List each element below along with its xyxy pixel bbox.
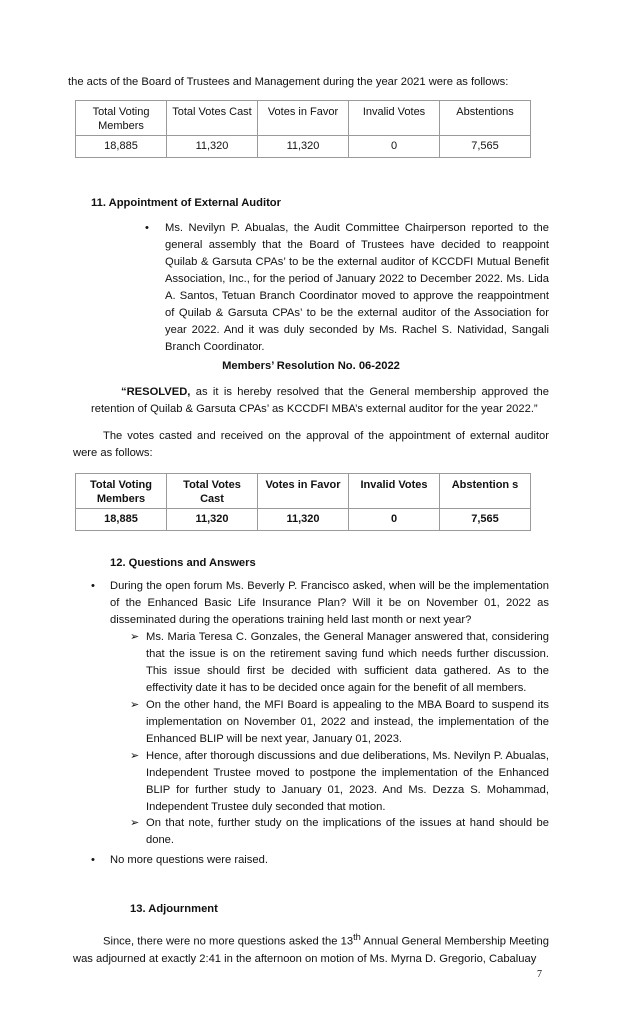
page-number: 7	[537, 969, 542, 980]
adjournment-text-end: Annual General Membership Meeting was adjourned at exactly 2:41 in the afternoon on motion of Ms. Myrna D. Gregorio, Cabaluay	[73, 935, 549, 965]
cell-total-votes-cast: 11,320	[167, 136, 258, 158]
adjournment-text-start: Since, there were no more questions asked the 13	[103, 935, 354, 948]
answer-paragraph: On the other hand, the MFI Board is appealing to the MBA Board to suspend its implementation on November 01, 2022 and instead, the implementation of the Enhanced BLIP will be next year, January 01, 2023.	[146, 699, 549, 745]
bullet: •	[145, 222, 149, 234]
ordinal-suffix: th	[353, 932, 361, 942]
table-row	[76, 136, 531, 158]
arrow-bullet-icon: ➢	[130, 699, 140, 711]
cell-votes-in-favor: 11,320	[258, 136, 349, 158]
header-invalid-votes: Invalid Votes	[349, 474, 440, 509]
header-total-voting-members: Total Voting Members	[76, 101, 167, 136]
answer-paragraph: On that note, further study on the implications of the issues at hand should be done.	[146, 817, 549, 846]
resolution-text: as it is hereby resolved that the General membership approved the retention of Quilab & Garsuta CPAs’ as KCCDFI MBA’s external auditor for the year 2022.”	[91, 386, 549, 415]
bullet: •	[91, 580, 95, 592]
answer-paragraph: Ms. Maria Teresa C. Gonzales, the General Manager answered that, considering that the issue is on the retirement saving fund which needs further discussion. This issue should first be decided with sufficient data gathered. As to the effectivity date it has to be decided once again for the benefit of all members.	[146, 631, 549, 694]
arrow-bullet-icon: ➢	[130, 750, 140, 762]
arrow-bullet-icon: ➢	[130, 817, 140, 829]
header-votes-in-favor: Votes in Favor	[258, 474, 349, 509]
votes-paragraph: The votes casted and received on the approval of the appointment of external auditor were as follows:	[73, 430, 549, 459]
bullet: •	[91, 854, 95, 866]
header-votes-in-favor: Votes in Favor	[258, 101, 349, 136]
votes-table-auditor	[75, 473, 531, 531]
section-11-paragraph: Ms. Nevilyn P. Abualas, the Audit Committee Chairperson reported to the general assembly that the Board of Trustees have decided to reappoint Quilab & Garsuta CPAs’ to be the external auditor of KCCDFI Mutual Benefit Association, Inc., for the period of January 2022 to December 2022. Ms. Lida A. Santos, Tetuan Branch Coordinator moved to approve the reappointment of Quilab & Garsuta CPAs’ to be the external auditor of the Association for year 2022. And it was duly seconded by Ms. Rachel S. Natividad, Sangali Branch Coordinator.	[165, 222, 549, 353]
section-13-heading: 13. Adjournment	[130, 903, 218, 915]
header-total-votes-cast: Total Votes Cast	[167, 101, 258, 136]
table-header-row	[76, 474, 531, 509]
header-invalid-votes: Invalid Votes	[349, 101, 440, 136]
intro-line: the acts of the Board of Trustees and Management during the year 2021 were as follows:	[68, 76, 509, 88]
adjournment-paragraph	[73, 929, 549, 968]
cell-abstentions: 7,565	[440, 509, 531, 531]
table-row	[76, 509, 531, 531]
header-abstentions: Abstentions	[440, 101, 531, 136]
header-total-voting-members: Total Voting Members	[76, 474, 167, 509]
cell-total-voting-members: 18,885	[76, 509, 167, 531]
resolution-body	[91, 384, 549, 418]
header-total-votes-cast: Total Votes Cast	[167, 474, 258, 509]
closing-line: No more questions were raised.	[110, 854, 268, 866]
answer-paragraph: Hence, after thorough discussions and due deliberations, Ms. Nevilyn P. Abualas, Independent Trustee moved to postpone the implementation of the Enhanced BLIP for further study to January 01, 2023. And Ms. Dezza S. Mohammad, Independent Trustee duly seconded that motion.	[146, 750, 549, 813]
cell-invalid-votes: 0	[349, 509, 440, 531]
cell-votes-in-favor: 11,320	[258, 509, 349, 531]
arrow-bullet-icon: ➢	[130, 631, 140, 643]
cell-invalid-votes: 0	[349, 136, 440, 158]
section-12-heading: 12. Questions and Answers	[110, 557, 256, 569]
votes-table-general	[75, 100, 531, 158]
cell-total-votes-cast: 11,320	[167, 509, 258, 531]
table-header-row	[76, 101, 531, 136]
cell-total-voting-members: 18,885	[76, 136, 167, 158]
resolved-keyword: “RESOLVED,	[121, 386, 191, 398]
header-abstentions: Abstention s	[440, 474, 531, 509]
section-11-heading: 11. Appointment of External Auditor	[91, 197, 281, 209]
cell-abstentions: 7,565	[440, 136, 531, 158]
resolution-title: Members’ Resolution No. 06-2022	[222, 360, 400, 372]
question-paragraph: During the open forum Ms. Beverly P. Francisco asked, when will be the implementation of the Enhanced Basic Life Insurance Plan? Will it be on November 01, 2022 as disseminated during the operations training held last month or next year?	[110, 580, 549, 626]
